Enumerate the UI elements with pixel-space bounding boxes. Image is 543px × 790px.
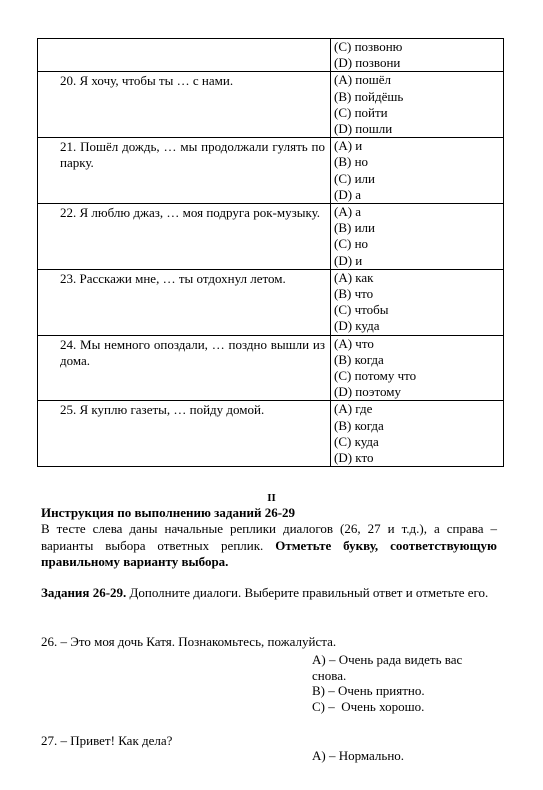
question-cell (38, 39, 331, 72)
options-cell (331, 335, 504, 401)
task-text: Дополните диалоги. Выберите правильный ответ и отметьте его. (126, 585, 489, 600)
question-26: 26. – Это моя дочь Катя. Познакомьтесь, пожалуйста. (41, 634, 337, 649)
option-b[interactable]: (B) или (334, 220, 375, 236)
instruction (41, 505, 497, 571)
table-row (38, 138, 504, 204)
option-a[interactable]: (A) что (334, 335, 374, 351)
question-24: 24. Мы немного опоздали, … поздно вышли из дома. (60, 336, 325, 368)
question-23: 23. Расскажи мне, … ты отдохнул летом. (60, 270, 286, 286)
question-21: 21. Пошёл дождь, … мы продолжали гулять по парку. (60, 139, 325, 171)
table-row (38, 39, 504, 72)
task-label: Задания 26-29. (41, 585, 127, 600)
option-a[interactable]: (A) где (334, 401, 373, 417)
question-cell (38, 72, 331, 138)
option-c[interactable]: (C) пойти (334, 104, 388, 120)
instruction-title: Инструкция по выполнению заданий 26-29 (41, 505, 296, 520)
option-d[interactable]: (D) пошли (334, 121, 393, 137)
options-cell (331, 72, 504, 138)
option-a[interactable]: (A) а (334, 204, 362, 220)
option-a[interactable]: (A) как (334, 269, 374, 285)
table-row (38, 204, 504, 270)
option-b[interactable]: (B) когда (334, 417, 384, 433)
answer-26-b[interactable]: В) – Очень приятно. (312, 683, 425, 698)
question-cell (38, 269, 331, 335)
instruction-body: В тесте слева даны начальные реплики диалогов (26, 27 и т.д.), а справа – варианты выбора ответных реплик. Отметьте букву, соответствующую правильному варианту выбора. (41, 521, 497, 570)
table-row (38, 335, 504, 401)
option-c[interactable]: (C) потому что (334, 368, 417, 384)
option-c[interactable]: (C) но (334, 236, 369, 252)
option-b[interactable]: (B) пойдёшь (334, 88, 404, 104)
option-b[interactable]: (B) но (334, 154, 369, 170)
option-a[interactable]: (A) пошёл (334, 72, 392, 88)
answer-26-a[interactable]: А) – Очень рада видеть вас снова. (312, 652, 463, 683)
options-cell (331, 138, 504, 204)
option-c[interactable]: (C) куда (334, 433, 379, 449)
option-d[interactable]: (D) и (334, 252, 363, 268)
task-description (41, 585, 497, 601)
question-20: 20. Я хочу, чтобы ты … с нами. (60, 73, 234, 89)
options-cell (331, 204, 504, 270)
option-d[interactable]: (D) поэтому (334, 384, 401, 400)
question-cell (38, 204, 331, 270)
section-number: II (267, 492, 276, 504)
table-row (38, 269, 504, 335)
question-cell (38, 138, 331, 204)
options-cell (331, 401, 504, 467)
option-b[interactable]: (B) когда (334, 351, 384, 367)
option-d[interactable]: (D) кто (334, 450, 374, 466)
option-b[interactable]: (B) что (334, 286, 374, 302)
option-c[interactable]: (C) или (334, 170, 375, 186)
table-row (38, 72, 504, 138)
question-22: 22. Я люблю джаз, … моя подруга рок-музыку. (60, 205, 321, 221)
answer-27-a[interactable]: А) – Нормально. (312, 748, 405, 763)
answer-26-c[interactable]: С) – Очень хорошо. (312, 699, 425, 714)
question-cell (38, 335, 331, 401)
option-d[interactable]: (D) а (334, 186, 362, 202)
option-d[interactable]: (D) куда (334, 318, 380, 334)
option-c[interactable]: (C) чтобы (334, 302, 389, 318)
option-d[interactable]: (D) позвони (334, 55, 401, 71)
options-cell (331, 39, 504, 72)
question-cell (38, 401, 331, 467)
table-row (38, 401, 504, 467)
question-25: 25. Я куплю газеты, … пойду домой. (60, 402, 265, 418)
option-a[interactable]: (A) и (334, 138, 363, 154)
option-c[interactable]: (C) позвоню (334, 39, 403, 54)
test-table (37, 38, 504, 467)
options-cell (331, 269, 504, 335)
question-27: 27. – Привет! Как дела? (41, 733, 173, 748)
